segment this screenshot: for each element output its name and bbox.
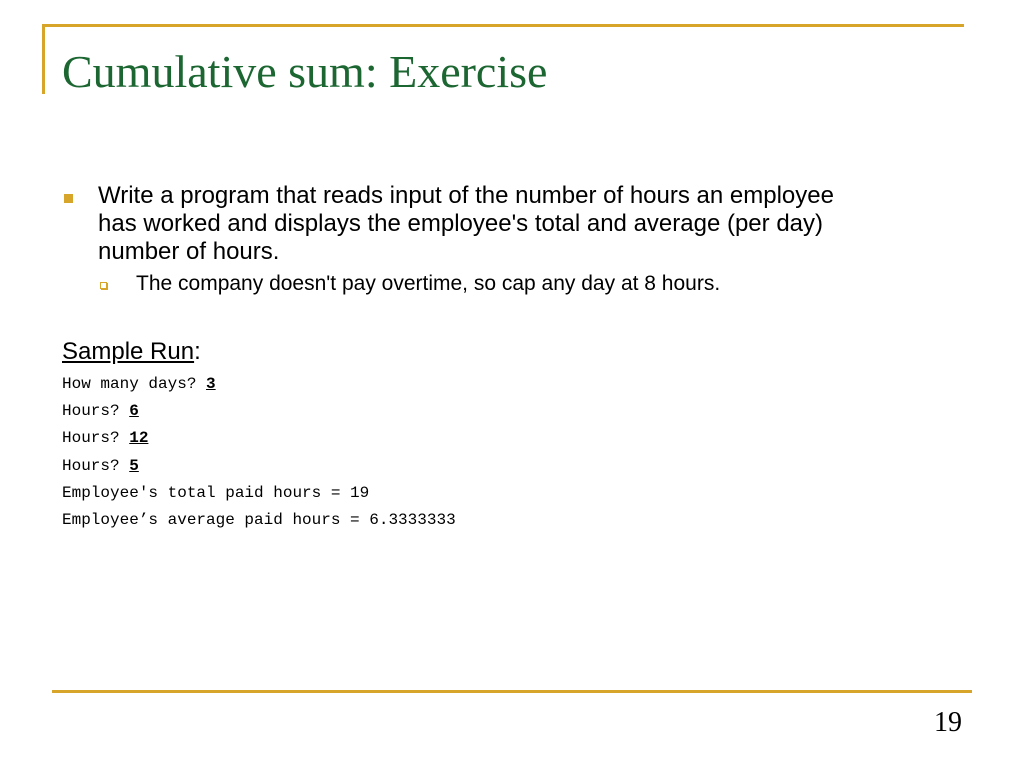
sub-bullet-item — [98, 271, 898, 297]
code-line — [62, 426, 762, 453]
sub-bullet-text: The company doesn't pay overtime, so cap any day at 8 hours. — [136, 272, 721, 295]
code-line — [62, 454, 762, 481]
top-border-line — [42, 24, 964, 27]
hollow-square-bullet-icon — [100, 282, 107, 289]
code-output: Employee’s average paid hours = 6.3333333 — [62, 510, 456, 529]
code-user-input: 3 — [206, 375, 216, 393]
code-line — [62, 399, 762, 426]
code-line — [62, 481, 762, 508]
bottom-border-line — [52, 690, 972, 693]
sample-run-colon: : — [194, 338, 201, 365]
code-line — [62, 508, 762, 535]
sample-run-label: Sample Run — [62, 338, 195, 365]
bullet-item — [62, 182, 882, 266]
sample-run-output — [62, 372, 762, 535]
sample-run-heading — [62, 338, 201, 366]
square-bullet-icon — [64, 194, 73, 203]
code-prompt: Hours? — [62, 456, 130, 475]
bullet-text: Write a program that reads input of the number of hours an employee has worked and displays the employee's total and average (per day) number of hours. — [98, 182, 834, 265]
code-prompt: Hours? — [62, 402, 130, 421]
code-prompt: Hours? — [62, 429, 130, 448]
code-user-input: 12 — [129, 429, 149, 448]
page-number: 19 — [934, 707, 962, 738]
left-border-line — [42, 24, 45, 94]
code-line — [62, 372, 762, 399]
code-prompt: How many days? — [62, 375, 207, 393]
code-user-input: 5 — [129, 456, 139, 475]
code-user-input: 6 — [129, 402, 139, 421]
code-output: Employee's total paid hours = 19 — [62, 483, 370, 502]
slide-title: Cumulative sum: Exercise — [62, 46, 548, 97]
